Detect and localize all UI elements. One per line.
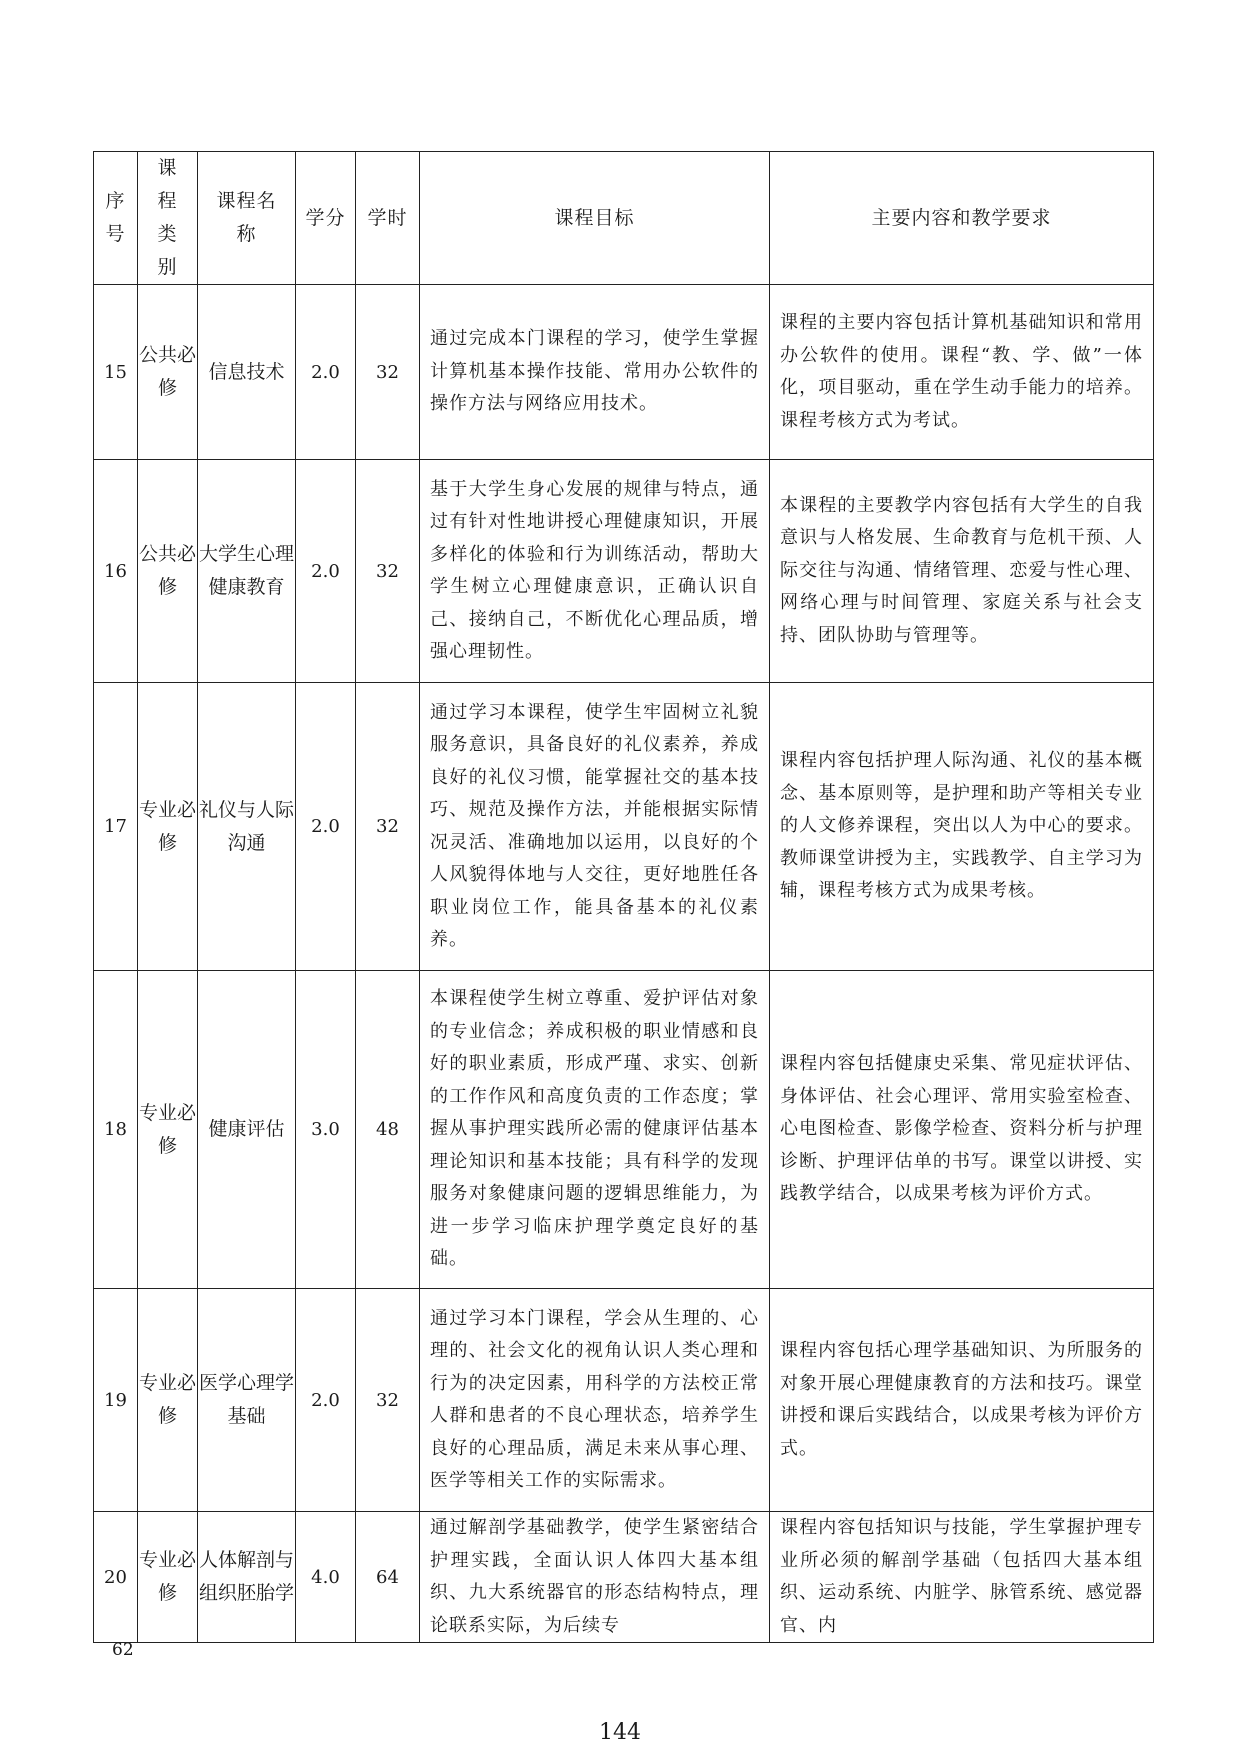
row-content: 本课程的主要教学内容包括有大学生的自我意识与人格发展、生命教育与危机干预、人际交往与沟通、情绪管理、恋爱与性心理、网络心理与时间管理、家庭关系与社会支持、团队协助与管理等。: [770, 460, 1154, 683]
row-content: 课程内容包括知识与技能，学生掌握护理专业所必须的解剖学基础（包括四大基本组织、运动系统、内脏学、脉管系统、感觉器官、内: [770, 1512, 1154, 1643]
row-num: 19: [94, 1289, 138, 1512]
header-category: 课程类别: [138, 152, 198, 285]
row-name: 大学生心理健康教育: [198, 460, 296, 683]
header-credits: 学分: [296, 152, 356, 285]
row-name: 人体解剖与组织胚胎学: [198, 1512, 296, 1643]
header-goal: 课程目标: [420, 152, 770, 285]
footer-page-number: 144: [599, 1720, 641, 1745]
table-row: [94, 971, 1154, 1289]
row-credits: 3.0: [296, 971, 356, 1289]
row-hours: 64: [356, 1512, 420, 1643]
row-num: 20: [94, 1512, 138, 1643]
row-goal: 基于大学生身心发展的规律与特点，通过有针对性地讲授心理健康知识，开展多样化的体验和行为训练活动，帮助大学生树立心理健康意识，正确认识自己、接纳自己，不断优化心理品质，增强心理韧性。: [420, 460, 770, 683]
row-goal: 本课程使学生树立尊重、爱护评估对象的专业信念；养成积极的职业情感和良好的职业素质，形成严瑾、求实、创新的工作作风和高度负责的工作态度；掌握从事护理实践所必需的健康评估基本理论知识和基本技能；具有科学的发现服务对象健康问题的逻辑思维能力，为进一步学习临床护理学奠定良好的基础。: [420, 971, 770, 1289]
table-row: [94, 1512, 1154, 1643]
header-name: 课程名称: [198, 152, 296, 285]
row-content: 课程内容包括心理学基础知识、为所服务的对象开展心理健康教育的方法和技巧。课堂讲授和课后实践结合，以成果考核为评价方式。: [770, 1289, 1154, 1512]
row-credits: 2.0: [296, 285, 356, 460]
table-row: [94, 460, 1154, 683]
footer-page-number-small: 62: [112, 1640, 134, 1660]
row-goal: 通过解剖学基础教学，使学生紧密结合护理实践，全面认识人体四大基本组织、九大系统器官的形态结构特点，理论联系实际，为后续专: [420, 1512, 770, 1643]
row-num: 15: [94, 285, 138, 460]
row-name: 礼仪与人际沟通: [198, 683, 296, 971]
header-hours: 学时: [356, 152, 420, 285]
row-content: 课程的主要内容包括计算机基础知识和常用办公软件的使用。课程“教、学、做”一体化，项目驱动，重在学生动手能力的培养。课程考核方式为考试。: [770, 285, 1154, 460]
course-table: [93, 151, 1154, 1643]
row-hours: 32: [356, 683, 420, 971]
row-credits: 2.0: [296, 683, 356, 971]
row-category: 公共必修: [138, 460, 198, 683]
header-num: 序号: [94, 152, 138, 285]
row-content: 课程内容包括健康史采集、常见症状评估、身体评估、社会心理评、常用实验室检查、心电图检查、影像学检查、资料分析与护理诊断、护理评估单的书写。课堂以讲授、实践教学结合，以成果考核为评价方式。: [770, 971, 1154, 1289]
header-content: 主要内容和教学要求: [770, 152, 1154, 285]
row-goal: 通过学习本课程，使学生牢固树立礼貌服务意识，具备良好的礼仪素养，养成良好的礼仪习惯，能掌握社交的基本技巧、规范及操作方法，并能根据实际情况灵活、准确地加以运用，以良好的个人风貌得体地与人交往，更好地胜任各职业岗位工作，能具备基本的礼仪素养。: [420, 683, 770, 971]
row-credits: 2.0: [296, 1289, 356, 1512]
row-num: 17: [94, 683, 138, 971]
row-num: 18: [94, 971, 138, 1289]
row-hours: 32: [356, 460, 420, 683]
header-row: [94, 152, 1154, 285]
row-category: 专业必修: [138, 1289, 198, 1512]
row-category: 专业必修: [138, 971, 198, 1289]
row-goal: 通过学习本门课程，学会从生理的、心理的、社会文化的视角认识人类心理和行为的决定因素，用科学的方法校正常人群和患者的不良心理状态，培养学生良好的心理品质，满足未来从事心理、医学等相关工作的实际需求。: [420, 1289, 770, 1512]
row-category: 专业必修: [138, 683, 198, 971]
row-name: 医学心理学基础: [198, 1289, 296, 1512]
row-category: 专业必修: [138, 1512, 198, 1643]
table-row: [94, 1289, 1154, 1512]
row-credits: 4.0: [296, 1512, 356, 1643]
row-hours: 48: [356, 971, 420, 1289]
table-row: [94, 683, 1154, 971]
row-num: 16: [94, 460, 138, 683]
row-hours: 32: [356, 285, 420, 460]
row-name: 信息技术: [198, 285, 296, 460]
row-content: 课程内容包括护理人际沟通、礼仪的基本概念、基本原则等，是护理和助产等相关专业的人文修养课程，突出以人为中心的要求。教师课堂讲授为主，实践教学、自主学习为辅，课程考核方式为成果考核。: [770, 683, 1154, 971]
table-row: [94, 285, 1154, 460]
row-goal: 通过完成本门课程的学习，使学生掌握计算机基本操作技能、常用办公软件的操作方法与网络应用技术。: [420, 285, 770, 460]
row-hours: 32: [356, 1289, 420, 1512]
row-credits: 2.0: [296, 460, 356, 683]
row-name: 健康评估: [198, 971, 296, 1289]
row-category: 公共必修: [138, 285, 198, 460]
